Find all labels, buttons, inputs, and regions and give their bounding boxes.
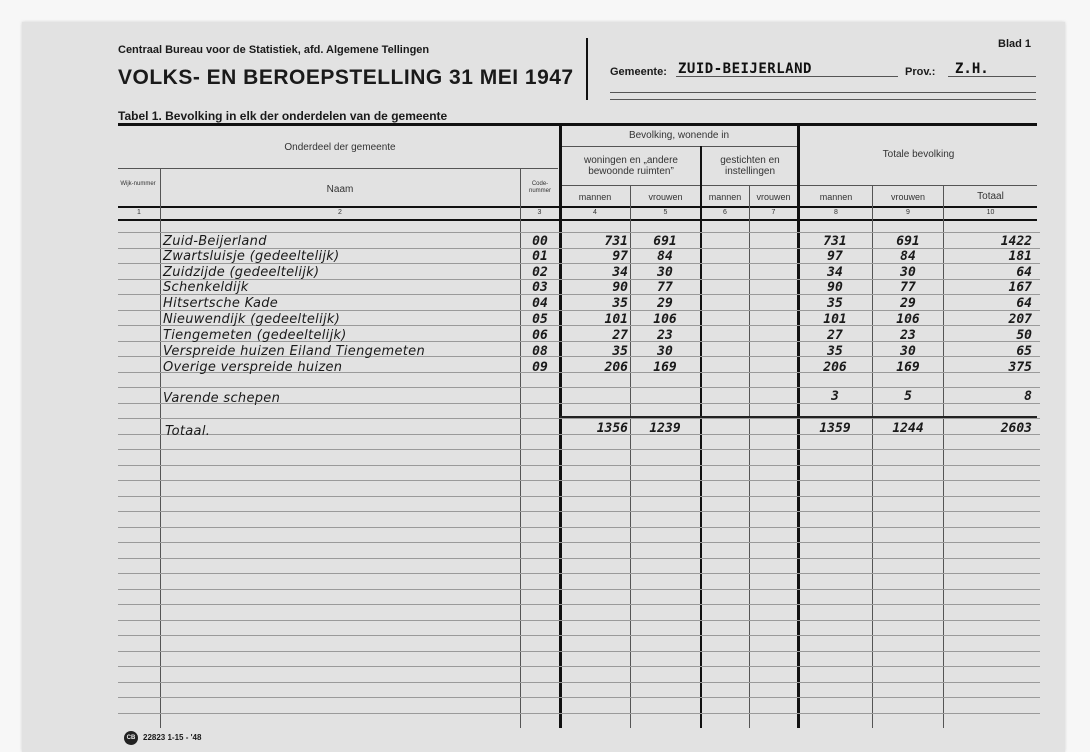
cbs-logo-text: CB [126,735,136,741]
ruled-line [118,573,1040,574]
ruled-line [118,620,1040,621]
row-code: 02 [532,265,548,280]
header-t-mannen: mannen [819,192,853,202]
hdr-line-wijk [118,168,160,169]
row-w-mannen: 206 [604,360,628,375]
row-t-vrouwen: 169 [896,360,920,375]
col-line-g-mv [749,185,750,728]
municipality-underline [676,76,898,77]
ruled-line [118,542,1040,543]
row-t-vrouwen: 29 [900,296,916,311]
row-totaal: 64 [1016,265,1032,280]
row-t-vrouwen: 30 [900,265,916,280]
cbs-logo [124,731,138,745]
row-totaal: 167 [1008,280,1032,295]
totaal-separator [560,416,1037,418]
row-name: Verspreide huizen Eiland Tiengemeten [163,344,425,359]
totaal-w-vrouwen: 1239 [649,421,681,436]
row-t-mannen: 731 [823,234,847,249]
column-number: 7 [771,209,776,216]
bureau-name: Centraal Bureau voor de Statistiek, afd. Algemene Tellingen [118,44,430,56]
row-totaal: 65 [1016,344,1032,359]
totaal-t-vrouwen: 1244 [892,421,924,436]
row-code: 08 [532,344,548,359]
row-totaal: 207 [1008,312,1032,327]
header-wijk: Wijk-nummer [120,181,156,187]
row-w-mannen: 27 [612,328,628,343]
column-number: 8 [834,209,838,216]
row-code: 05 [532,312,548,327]
row-code: 06 [532,328,548,343]
hdr-line-num-top [118,206,1037,208]
row-t-vrouwen: 77 [900,280,916,295]
row-w-vrouwen: 106 [653,312,677,327]
totaal-w-mannen: 1356 [596,421,628,436]
column-number: 5 [663,209,668,216]
row-code: 04 [532,296,548,311]
table-title: Tabel 1. Bevolking in elk der onderdelen van de gemeente [118,109,448,123]
totaal-name: Totaal. [165,424,211,439]
row-totaal: 50 [1016,328,1032,343]
row-totaal: 181 [1008,249,1032,264]
row-t-mannen: 27 [827,328,843,343]
col-line-w-mv [630,185,631,728]
col-line-woningen [700,146,702,728]
row-w-vrouwen: 77 [657,280,673,295]
ruled-line [118,480,1040,481]
row-name: Overige verspreide huizen [163,360,343,375]
row-totaal: 375 [1008,360,1032,375]
header-totaal: Totaal [977,191,1004,202]
ruled-line [118,697,1040,698]
ruled-line [118,651,1040,652]
schepen-t-vrouwen: 5 [904,389,912,404]
header-bevolking: Bevolking, wonende in [628,130,730,141]
header-g-vrouwen: vrouwen [756,192,791,202]
ruled-line [118,511,1040,512]
row-name: Hitsertsche Kade [163,296,279,311]
header-onderdeel: Onderdeel der gemeente [284,142,396,153]
row-w-mannen: 101 [604,312,628,327]
row-w-mannen: 35 [612,296,628,311]
header-w-mannen: mannen [578,192,612,202]
hdr-line-num-bottom [118,219,1037,221]
row-t-mannen: 101 [823,312,847,327]
row-w-vrouwen: 691 [653,234,677,249]
header-totale: Totale bevolking [882,149,955,160]
header-t-vrouwen: vrouwen [890,192,926,202]
ruled-line [118,232,1040,233]
totaal-totaal: 2603 [1000,421,1032,436]
header-line-3 [610,99,1036,100]
row-t-vrouwen: 106 [896,312,920,327]
row-name: Zuid-Beijerland [163,234,267,249]
ruled-line [118,604,1040,605]
column-number: 6 [723,209,727,216]
totaal-t-mannen: 1359 [819,421,851,436]
ruled-line [118,589,1040,590]
row-code: 09 [532,360,548,375]
column-number: 10 [986,209,995,216]
ruled-line [118,449,1040,450]
column-number: 1 [137,209,141,216]
row-totaal: 64 [1016,296,1032,311]
municipality-value: ZUID-BEIJERLAND [678,61,812,77]
ruled-line [118,527,1040,528]
row-code: 00 [532,234,548,249]
row-w-mannen: 34 [612,265,628,280]
row-w-vrouwen: 169 [653,360,677,375]
table-top-rule [118,123,1037,126]
row-w-mannen: 35 [612,344,628,359]
schepen-t-mannen: 3 [831,389,839,404]
province-value: Z.H. [955,61,989,77]
ruled-line [118,496,1040,497]
hdr-line-naam [160,168,558,169]
municipality-label: Gemeente: [610,66,667,78]
column-number: 4 [593,209,597,216]
header-line-2 [610,92,1036,93]
row-w-vrouwen: 29 [657,296,673,311]
header-g-mannen: mannen [708,192,742,202]
row-w-mannen: 731 [604,234,628,249]
row-code: 03 [532,280,548,295]
census-title: VOLKS- EN BEROEPSTELLING 31 MEI 1947 [118,66,574,89]
ruled-line [118,666,1040,667]
row-w-vrouwen: 30 [657,265,673,280]
row-name: Nieuwendijk (gedeeltelijk) [163,312,341,327]
hdr-line-bev [560,146,798,147]
row-name: Zwartsluisje (gedeeltelijk) [163,249,340,264]
row-t-mannen: 97 [827,249,843,264]
ruled-line [118,387,1040,388]
column-number: 9 [906,209,910,216]
column-number: 3 [537,209,542,216]
header-code: Code-nummer [528,181,551,194]
header-divider [586,38,588,100]
province-label: Prov.: [905,66,936,78]
header-gestichten: gestichten en instellingen [720,155,780,177]
row-w-vrouwen: 84 [657,249,673,264]
row-name: Zuidzijde (gedeeltelijk) [163,265,320,280]
row-t-vrouwen: 84 [900,249,916,264]
schepen-totaal: 8 [1024,389,1032,404]
ruled-line [118,558,1040,559]
row-w-mannen: 97 [612,249,628,264]
sheet-label: Blad 1 [998,38,1032,50]
row-totaal: 1422 [1000,234,1032,249]
row-t-mannen: 206 [823,360,847,375]
row-t-mannen: 35 [827,296,843,311]
province-underline [948,76,1036,77]
ruled-line [118,418,1040,419]
row-w-mannen: 90 [612,280,628,295]
header-naam: Naam [326,184,354,195]
print-code: 22823 1-15 - '48 [143,733,202,742]
column-number: 2 [338,209,342,216]
header-woningen: woningen en „andere bewoonde ruimten” [584,155,678,177]
row-w-vrouwen: 23 [657,328,673,343]
row-name: Tiengemeten (gedeeltelijk) [163,328,347,343]
ruled-line [118,682,1040,683]
col-line-wijk [160,168,161,728]
row-t-vrouwen: 30 [900,344,916,359]
ruled-line [118,713,1040,714]
row-t-vrouwen: 691 [896,234,920,249]
ruled-line [118,465,1040,466]
ruled-line [118,635,1040,636]
row-t-mannen: 34 [827,265,843,280]
row-w-vrouwen: 30 [657,344,673,359]
row-name: Schenkeldijk [163,280,249,295]
header-w-vrouwen: vrouwen [648,192,683,202]
row-t-mannen: 90 [827,280,843,295]
row-code: 01 [532,249,548,264]
row-t-mannen: 35 [827,344,843,359]
schepen-name: Varende schepen [163,391,281,406]
row-t-vrouwen: 23 [900,328,916,343]
